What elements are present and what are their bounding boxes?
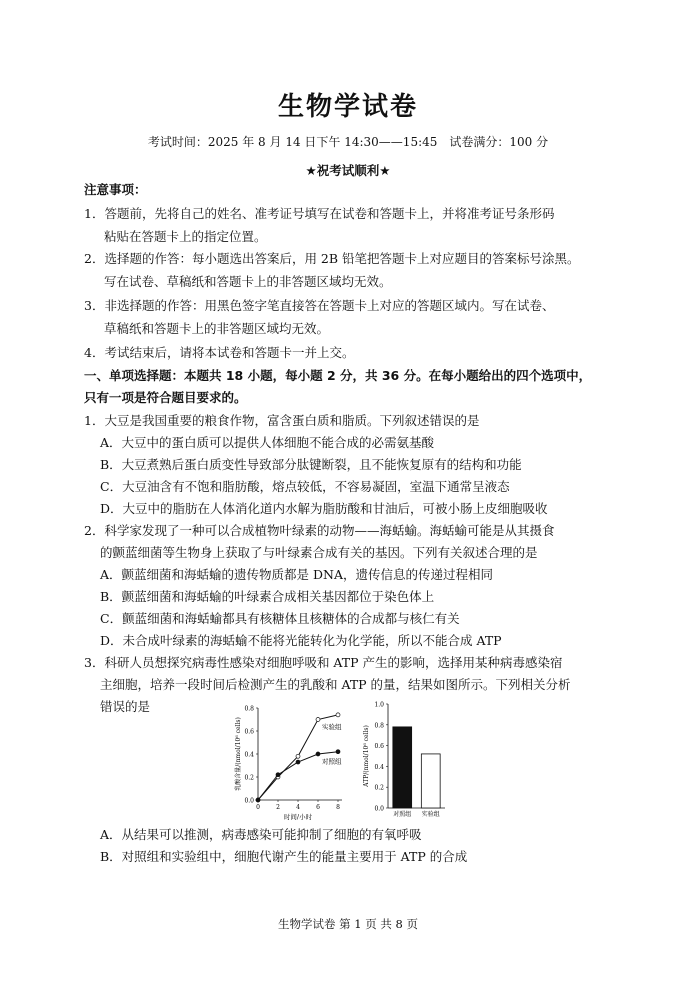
q2-stem: 2．科学家发现了一种可以合成植物叶绿素的动物——海蛞蝓。海蛞蝓可能是从其摄食 bbox=[84, 523, 555, 538]
blessing: ★祝考试顺利★ bbox=[305, 163, 391, 178]
q2-option-c: C．颤蓝细菌和海蛞蝓都具有核糖体且核糖体的合成都与核仁有关 bbox=[100, 611, 460, 626]
note-line: 草稿纸和答题卡上的非答题区域均无效。 bbox=[104, 321, 330, 336]
atp-bar-chart bbox=[363, 702, 445, 819]
x-tick-label: 6 bbox=[316, 804, 320, 811]
y-tick-label: 0.8 bbox=[244, 705, 254, 713]
y-tick-label: 0.8 bbox=[374, 722, 384, 730]
q3-stem-cont: 错误的是 bbox=[100, 699, 151, 714]
note-line: 4．考试结束后，请将本试卷和答题卡一并上交。 bbox=[84, 345, 355, 360]
q1-stem: 1．大豆是我国重要的粮食作物，富含蛋白质和脂质。下列叙述错误的是 bbox=[84, 413, 480, 428]
data-point bbox=[316, 718, 320, 722]
category-label: 对照组 bbox=[393, 811, 412, 818]
page-footer: 生物学试卷 第 1 页 共 8 页 bbox=[277, 917, 419, 931]
q3-option-a: A．从结果可以推测，病毒感染可能抑制了细胞的有氧呼吸 bbox=[100, 827, 422, 842]
bar bbox=[393, 727, 412, 808]
y-tick-label: 0.0 bbox=[374, 805, 384, 813]
y-tick-label: 0.4 bbox=[244, 751, 254, 759]
y-tick-label: 0.2 bbox=[244, 774, 254, 782]
data-point bbox=[336, 713, 340, 717]
q1-option-c: C．大豆油含有不饱和脂肪酸，熔点较低，不容易凝固，室温下通常呈液态 bbox=[100, 479, 510, 494]
data-point bbox=[296, 760, 300, 764]
section-heading-cont: 只有一项是符合题目要求的。 bbox=[84, 390, 247, 405]
q2-option-a: A．颤蓝细菌和海蛞蝓的遗传物质都是 DNA，遗传信息的传递过程相同 bbox=[100, 567, 493, 582]
x-tick-label: 4 bbox=[296, 804, 300, 811]
x-tick-label: 2 bbox=[276, 804, 280, 811]
notes-heading: 注意事项： bbox=[84, 182, 147, 197]
y-tick-label: 0.0 bbox=[244, 797, 254, 805]
series-label: 实验组 bbox=[322, 722, 342, 731]
note-line: 写在试卷、草稿纸和答题卡上的非答题区域均无效。 bbox=[104, 274, 392, 289]
bar bbox=[421, 754, 440, 808]
data-point bbox=[336, 750, 340, 754]
q3-stem-cont: 主细胞，培养一段时间后检测产生的乳酸和 ATP 的量，结果如图所示。下列相关分析 bbox=[100, 677, 571, 692]
section-heading: 一、单项选择题：本题共 18 小题，每小题 2 分，共 36 分。在每小题给出的四个选项中， bbox=[84, 368, 592, 383]
q1-option-a: A．大豆中的蛋白质可以提供人体细胞不能合成的必需氨基酸 bbox=[100, 435, 435, 450]
q3-stem: 3．科研人员想探究病毒性感染对细胞呼吸和 ATP 产生的影响，选择用某种病毒感染宿 bbox=[84, 655, 563, 670]
page-title: 生物学试卷 bbox=[277, 92, 418, 122]
y-tick-label: 0.4 bbox=[374, 763, 384, 771]
note-line: 1．答题前，先将自己的姓名、准考证号填写在试卷和答题卡上，并将准考证号条形码 bbox=[84, 206, 555, 221]
data-point bbox=[256, 798, 260, 802]
lactate-line-chart bbox=[234, 706, 342, 822]
data-point bbox=[296, 754, 300, 758]
x-tick-label: 8 bbox=[336, 804, 340, 811]
y-tick-label: 0.6 bbox=[244, 728, 254, 736]
q3-option-b: B．对照组和实验组中，细胞代谢产生的能量主要用于 ATP 的合成 bbox=[100, 849, 468, 864]
y-tick-label: 0.6 bbox=[374, 743, 384, 751]
y-axis-label: 乳酸含量/(nmol/10⁶ cells) bbox=[235, 717, 242, 791]
data-point bbox=[316, 752, 320, 756]
x-tick-label: 0 bbox=[256, 804, 260, 811]
y-axis-label: ATP/(nmol/10⁶ cells) bbox=[363, 725, 370, 787]
exam-meta: 考试时间：2025 年 8 月 14 日下午 14:30——15:45 试卷满分：100 分 bbox=[147, 135, 549, 149]
q2-option-b: B．颤蓝细菌和海蛞蝓的叶绿素合成相关基因都位于染色体上 bbox=[100, 589, 435, 604]
q1-option-d: D．大豆中的脂肪在人体消化道内水解为脂肪酸和甘油后，可被小肠上皮细胞吸收 bbox=[100, 501, 548, 516]
q3-figure bbox=[210, 700, 480, 825]
y-tick-label: 0.2 bbox=[374, 784, 384, 792]
q2-option-d: D．未合成叶绿素的海蛞蝓不能将光能转化为化学能，所以不能合成 ATP bbox=[100, 633, 502, 648]
category-label: 实验组 bbox=[421, 811, 440, 818]
note-line: 2．选择题的作答：每小题选出答案后，用 2B 铅笔把答题卡上对应题目的答案标号涂黑。 bbox=[84, 251, 580, 266]
note-line: 3．非选择题的作答：用黑色签字笔直接答在答题卡上对应的答题区域内。写在试卷、 bbox=[84, 298, 555, 313]
note-line: 粘贴在答题卡上的指定位置。 bbox=[104, 229, 267, 244]
q2-stem-cont: 的颤蓝细菌等生物身上获取了与叶绿素合成有关的基因。下列有关叙述合理的是 bbox=[100, 545, 538, 560]
q1-option-b: B．大豆煮熟后蛋白质变性导致部分肽键断裂，且不能恢复原有的结构和功能 bbox=[100, 457, 522, 472]
x-axis-label: 时间/小时 bbox=[283, 813, 313, 821]
data-point bbox=[276, 773, 280, 777]
y-tick-label: 1.0 bbox=[374, 701, 384, 709]
series-label: 对照组 bbox=[322, 757, 342, 766]
